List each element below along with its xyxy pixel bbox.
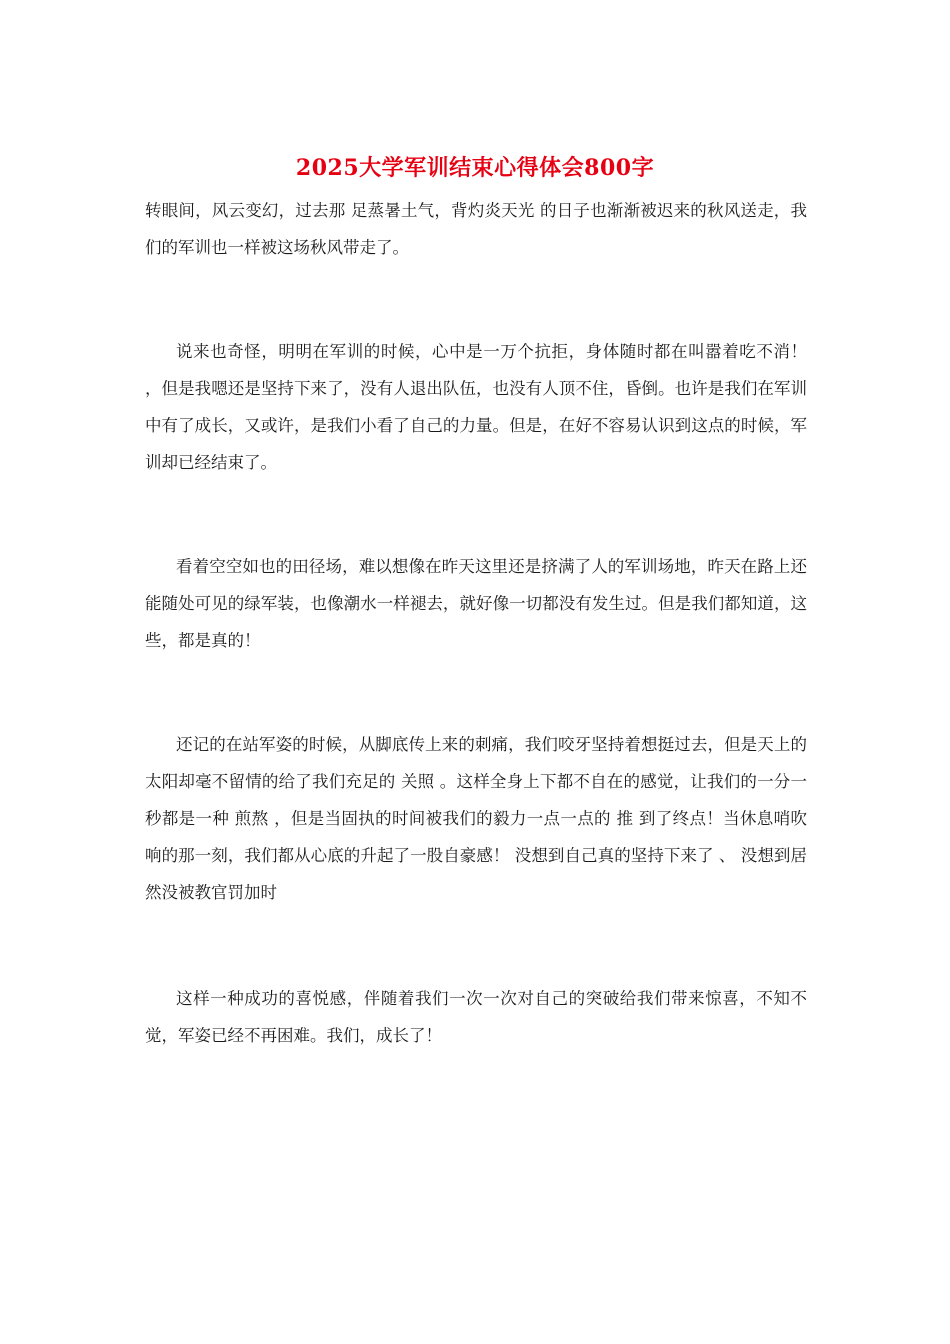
paragraph-4: 还记的在站军姿的时候，从脚底传上来的刺痛，我们咬牙坚持着想挺过去，但是天上的太阳却毫不留情的给了我们充足的 关照 。这样全身上下都不自在的感觉，让我们的一分一秒都是一种 煎熬 ，但是当固执的时间被我们的毅力一点一点的 推 到了终点！当休息哨吹响的那一刻，我们都从心底的升起了一股自豪感！ 没想到自己真的坚持下来了 、 没想到居然没被教官罚加时: [145, 735, 807, 902]
paragraph-1: 转眼间，风云变幻，过去那 足蒸暑土气，背灼炎天光 的日子也渐渐被迟来的秋风送走，我们的军训也一样被这场秋风带走了。: [145, 201, 807, 257]
document-title: 2025大学军训结束心得体会800字: [295, 155, 655, 181]
paragraph-5: 这样一种成功的喜悦感，伴随着我们一次一次对自己的突破给我们带来惊喜，不知不觉，军姿已经不再困难。我们，成长了！: [145, 989, 807, 1045]
paragraph-3: 看着空空如也的田径场，难以想像在昨天这里还是挤满了人的军训场地，昨天在路上还能随处可见的绿军装，也像潮水一样褪去，就好像一切都没有发生过。但是我们都知道，这些，都是真的！: [145, 557, 807, 650]
paragraph-2: 说来也奇怪，明明在军训的时候，心中是一万个抗拒，身体随时都在叫嚣着吃不消！ ，但是我嗯还是坚持下来了，没有人退出队伍，也没有人顶不住，昏倒。也许是我们在军训中有了成长，又或许，是我们小看了自己的力量。但是，在好不容易认识到这点的时候，军训却已经结束了。: [145, 342, 807, 472]
